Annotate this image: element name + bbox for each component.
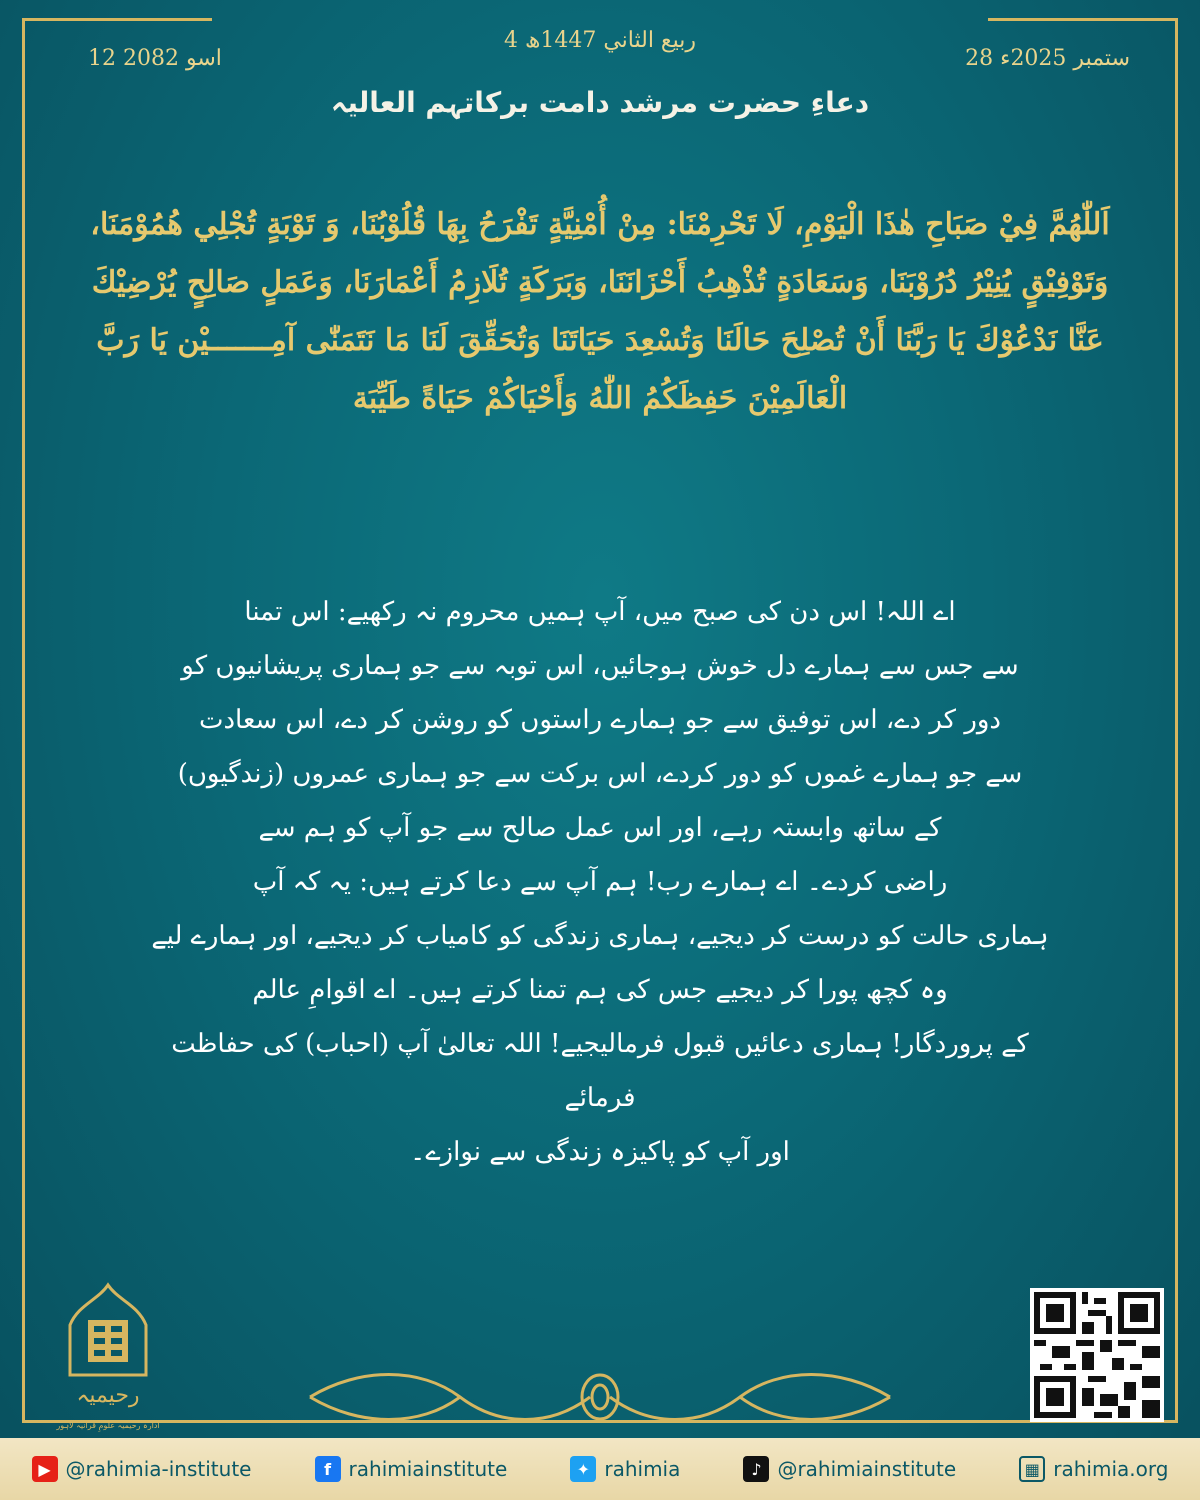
page-title: دعاءِ حضرت مرشد دامت برکاتہم العالیہ	[330, 86, 870, 119]
facebook-link[interactable]	[315, 1456, 508, 1482]
translation-line: کے ساتھ وابستہ رہے، اور اس عمل صالح سے جو آپ کو ہم سے	[258, 813, 942, 843]
translation-line: کے پروردگار! ہماری دعائیں قبول فرمالیجیے! اللہ تعالیٰ آپ (احباب) کی حفاظت فرمائے	[171, 1029, 1029, 1113]
frame-border-top-left	[22, 18, 212, 21]
facebook-handle: rahimiainstitute	[348, 1457, 508, 1481]
svg-text:رحیمیہ: رحیمیہ	[76, 1383, 140, 1408]
tiktok-link[interactable]	[743, 1456, 956, 1482]
translation-line: اے اللہ! اس دن کی صبح میں، آپ ہمیں محروم نہ رکھیے: اس تمنا	[244, 597, 956, 627]
rahimia-logo-icon	[38, 1280, 178, 1440]
translation-line: وہ کچھ پورا کر دیجیے جس کی ہم تمنا کرتے ہیں۔ اے اقوامِ عالم	[252, 975, 948, 1005]
facebook-icon: f	[315, 1456, 341, 1482]
frame-border-left	[22, 18, 25, 1423]
twitter-icon: ✦	[570, 1456, 596, 1482]
hijri-date: 4 ربيع الثاني 1447ھ	[503, 28, 697, 53]
website-url: rahimia.org	[1053, 1457, 1169, 1481]
bikram-date: 12 اسو 2082	[88, 46, 222, 71]
translation-line: اور آپ کو پاکیزہ زندگی سے نوازے۔	[410, 1137, 790, 1167]
twitter-link[interactable]	[570, 1456, 680, 1482]
frame-border-right	[1175, 18, 1178, 1423]
translation-line: راضی کردے۔ اے ہمارے رب! ہم آپ سے دعا کرتے ہیں: یہ کہ آپ	[252, 867, 948, 897]
frame-border-top-right	[988, 18, 1178, 21]
svg-text:ادارہ رحیمیہ علومِ قرآنیہ لاہو: ادارہ رحیمیہ علومِ قرآنیہ لاہور	[56, 1421, 160, 1430]
gregorian-date: 28 ستمبر 2025ء	[965, 46, 1130, 71]
decorative-ornament-icon	[300, 1362, 900, 1432]
translation-line: ہماری حالت کو درست کر دیجیے، ہماری زندگی کو کامیاب کر دیجیے، اور ہمارے لیے	[151, 921, 1049, 951]
translation-line: سے جس سے ہمارے دل خوش ہوجائیں، اس توبہ سے جو ہماری پریشانیوں کو	[181, 651, 1019, 681]
youtube-icon: ▶	[32, 1456, 58, 1482]
urdu-translation	[140, 585, 1060, 1179]
youtube-link[interactable]	[32, 1456, 252, 1482]
translation-line: سے جو ہمارے غموں کو دور کردے، اس برکت سے جو ہماری عمروں (زندگیوں)	[177, 759, 1023, 789]
qr-code[interactable]	[1030, 1288, 1164, 1422]
translation-line: دور کر دے، اس توفیق سے جو ہمارے راستوں کو روشن کر دے، اس سعادت	[198, 705, 1002, 735]
website-link[interactable]	[1019, 1456, 1168, 1482]
twitter-handle: rahimia	[604, 1457, 681, 1481]
arabic-dua: اَللّٰهُمَّ فِيْ صَبَاحِ هٰذَا الْيَوْمِ، لَا تَحْرِمْنَا: مِنْ أُمْنِيَّةٍ تَفْرَحُ بِهَا قُلُوْبُنَا، وَ تَوْبَةٍ تُجْلِي هُمُوْمَنَا، وَتَوْفِيْقٍ يُنِيْرُ دُرُوْبَنَا، وَسَعَادَةٍ تُذْهِبُ أَحْزَانَنَا، وَبَرَكَةٍ تُلَازِمُ أَعْمَارَنَا، وَعَمَلٍ صَالِحٍ يُرْضِيْكَ عَنَّا نَدْعُوْكَ يَا رَبَّنَا أَنْ تُصْلِحَ حَالَنَا وَتُسْعِدَ حَيَاتَنَا وَتُحَقِّقَ لَنَا مَا نَتَمَنّٰى آمِـــــــيْن يَا رَبَّ الْعَالَمِيْنَ حَفِظَكُمُ اللّٰهُ وَأَحْيَاكُمْ حَيَاةً طَيِّبَة	[90, 207, 1110, 416]
youtube-handle: @rahimia-institute	[65, 1457, 252, 1481]
website-icon: ▦	[1019, 1456, 1045, 1482]
tiktok-handle: @rahimiainstitute	[777, 1457, 957, 1481]
social-footer	[0, 1438, 1200, 1500]
qr-code-icon	[1034, 1292, 1160, 1418]
tiktok-icon: ♪	[743, 1456, 769, 1482]
